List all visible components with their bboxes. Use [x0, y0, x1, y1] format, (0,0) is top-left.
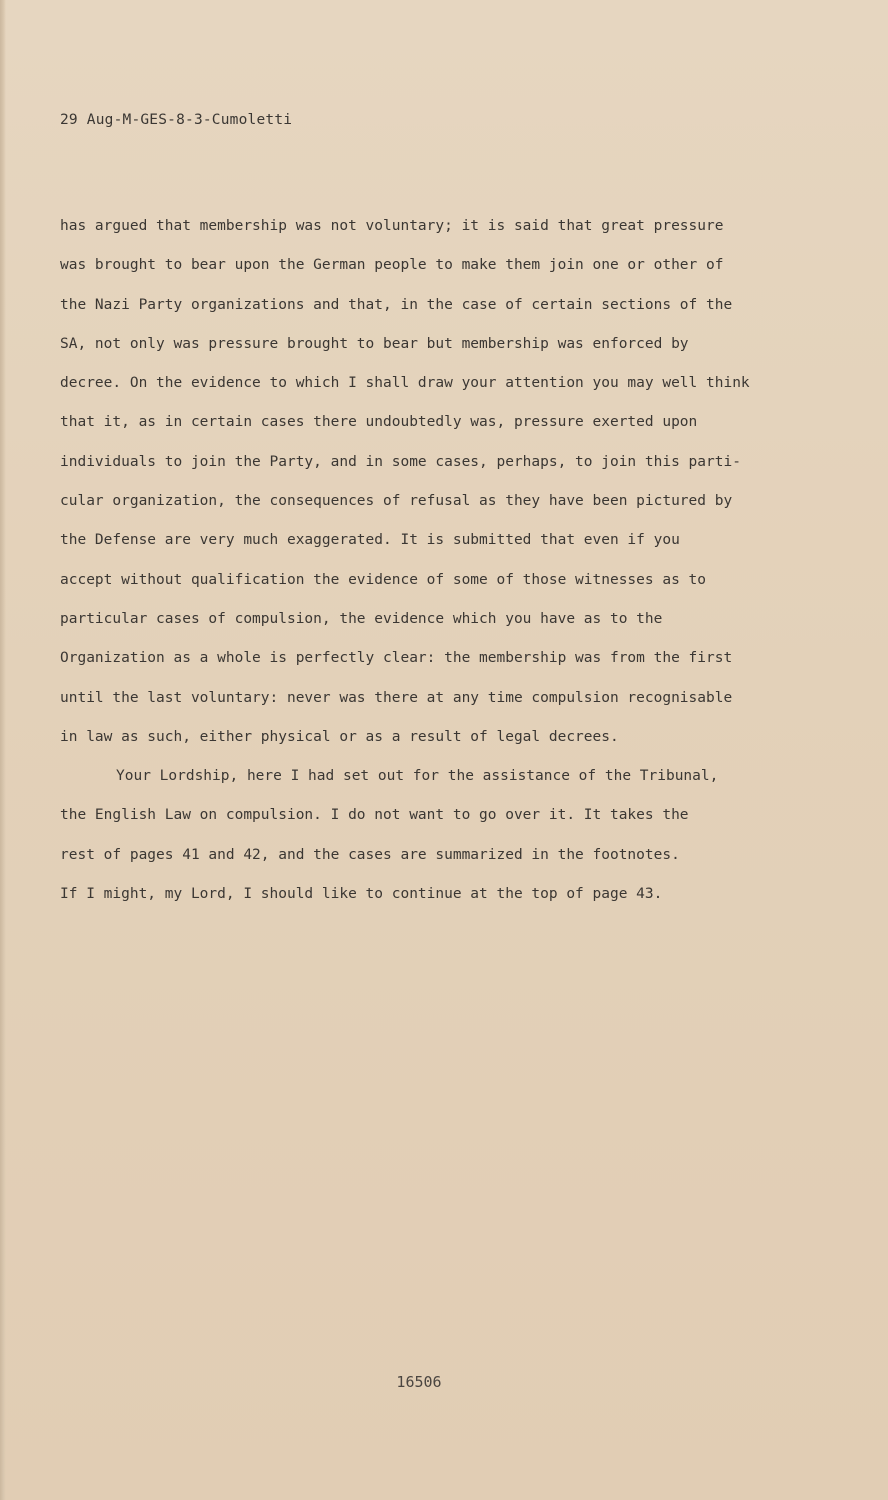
- body-line: If I might, my Lord, I should like to continue at the top of page 43.: [60, 886, 663, 903]
- body-line: particular cases of compulsion, the evidence which you have as to the: [60, 610, 663, 627]
- document-body: [60, 207, 850, 914]
- body-line: has argued that membership was not voluntary; it is said that great pressure: [60, 218, 724, 234]
- body-line: rest of pages 41 and 42, and the cases are summarized in the footnotes.: [60, 846, 680, 863]
- body-line: cular organization, the consequences of refusal as they have been pictured by: [60, 493, 733, 510]
- body-line: that it, as in certain cases there undoubtedly was, pressure exerted upon: [60, 414, 698, 431]
- body-line: in law as such, either physical or as a result of legal decrees.: [60, 728, 619, 745]
- body-line: Your Lordship, here I had set out for the assistance of the Tribunal,: [116, 768, 719, 785]
- body-line: SA, not only was pressure brought to bear but membership was enforced by: [60, 335, 689, 352]
- body-line: individuals to join the Party, and in some cases, perhaps, to join this parti-: [60, 453, 741, 470]
- paper-edge: [0, 0, 6, 1500]
- body-line: decree. On the evidence to which I shall draw your attention you may well think: [60, 375, 750, 392]
- body-line: the Nazi Party organizations and that, in the case of certain sections of the: [60, 296, 733, 313]
- body-line: Organization as a whole is perfectly clear: the membership was from the first: [60, 650, 733, 667]
- body-line: until the last voluntary: never was there at any time compulsion recognisable: [60, 689, 733, 706]
- page-number: 16506: [396, 1373, 442, 1391]
- body-line: accept without qualification the evidence of some of those witnesses as to: [60, 571, 707, 588]
- body-line: the Defense are very much exaggerated. It is submitted that even if you: [60, 532, 680, 549]
- body-line: was brought to bear upon the German people to make them join one or other of: [60, 257, 724, 274]
- document-header: 29 Aug-M-GES-8-3-Cumoletti: [60, 112, 293, 128]
- body-line: the English Law on compulsion. I do not want to go over it. It takes the: [60, 807, 689, 824]
